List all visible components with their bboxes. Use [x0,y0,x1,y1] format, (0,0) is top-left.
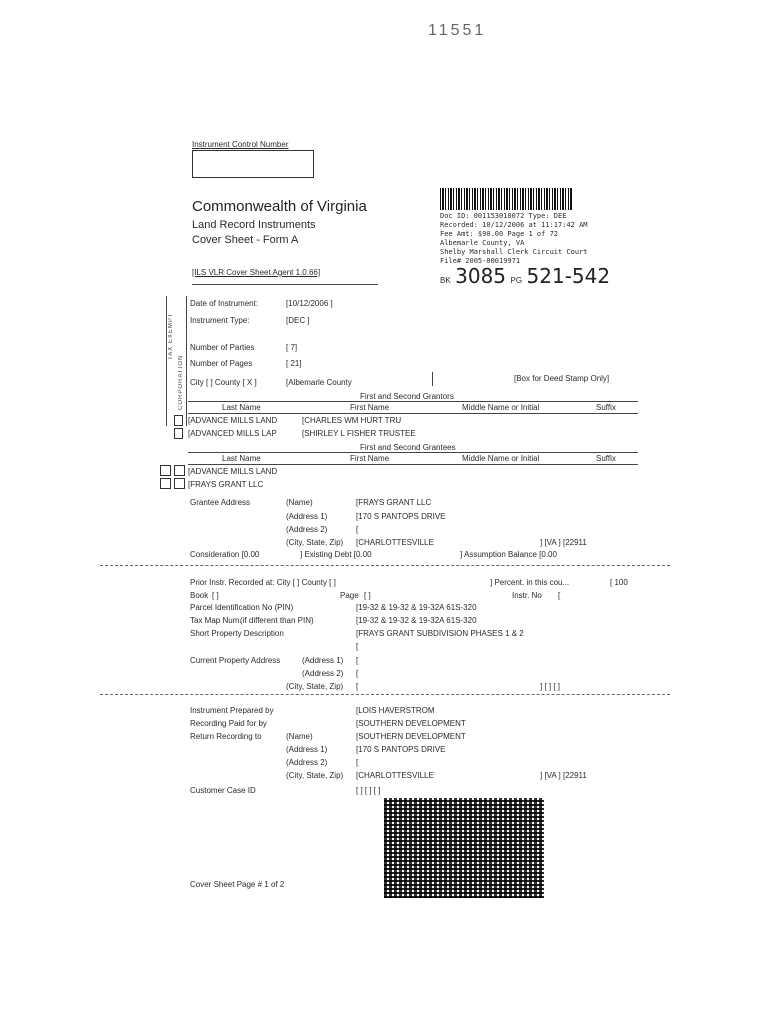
grantee-city-label: (City, State, Zip) [286,538,344,547]
vertical-label-corporation: CORPORATION [178,354,184,410]
recording-paid-label: Recording Paid for by [190,719,267,728]
book-value: [ ] [212,591,219,600]
grantor-1-last: [ADVANCE MILLS LAND [188,416,278,425]
instrument-type-label: Instrument Type: [190,316,250,325]
grantee-addr2-value: [ [356,525,359,534]
return-addr1-value: [170 S PANTOPS DRIVE [356,745,446,754]
vertical-label-tax-exempt: TAX EXEMPT [168,312,174,360]
prior-recorded-label: Prior Instr. Recorded at: City [ ] County [ ] [190,578,336,587]
grantee-col-suffix: Suffix [596,454,616,463]
form-subtitle-2: Cover Sheet - Form A [192,234,299,246]
page-value: [ ] [364,591,371,600]
grantee-city-value: [CHARLOTTESVILLE [356,538,434,547]
grantee-col-middle: Middle Name or Initial [462,454,540,463]
return-addr2-value: [ [356,758,359,767]
current-city-value: [ [356,682,359,691]
consideration-label: Consideration [0.00 [190,550,260,559]
current-city-label: (City, State, Zip) [286,682,344,691]
recording-stamp-line-3: Fee Amt: $90.00 Page 1 of 72 [440,230,559,238]
grantee-addr2-label: (Address 2) [286,525,328,534]
current-addr2-label: (Address 2) [302,669,344,678]
instrument-control-number-box [192,150,314,178]
number-of-pages-value: [ 21] [286,359,302,368]
grantees-title: First and Second Grantees [360,443,456,452]
recording-paid-value: [SOUTHERN DEVELOPMENT [356,719,466,728]
return-to-label: Return Recording to [190,732,262,741]
grantee-state-zip: ] [VA ] [22911 [540,538,587,547]
grantee-2-last: [FRAYS GRANT LLC [188,480,264,489]
page-label: Page [340,591,359,600]
book-number: 3085 [455,264,507,288]
assumption-balance-label: ] Assumption Balance [0.00 [460,550,557,559]
grantee-addr1-value: [170 S PANTOPS DRIVE [356,512,446,521]
recording-stamp-line-4: Albemarle County, VA [440,239,525,247]
grantee-name-value: [FRAYS GRANT LLC [356,498,432,507]
current-address-label: Current Property Address [190,656,281,665]
instr-no-label: Instr. No [512,591,542,600]
percent-label: ] Percent. in this cou... [490,578,570,587]
tax-map-sub: (if different than PIN) [240,616,314,625]
parcel-id-value: [19-32 & 19-32 & 19-32A 61S-320 [356,603,477,612]
form-title: Commonwealth of Virginia [192,198,367,215]
prepared-by-label: Instrument Prepared by [190,706,274,715]
recording-stamp-line-1: Doc ID: 001153010072 Type: DEE [440,212,567,220]
return-city-value: [CHARLOTTESVILLE [356,771,434,780]
recording-stamp-line-6: File# 2005-00019971 [440,257,521,265]
customer-case-label: Customer Case ID [190,786,256,795]
instr-no-value: [ [558,591,561,600]
current-addr2-value: [ [356,669,359,678]
recording-barcode [440,188,572,210]
return-state-zip: ] [VA ] [22911 [540,771,587,780]
number-of-parties-value: [ 7] [286,343,298,352]
date-of-instrument-value: [10/12/2006 ] [286,299,333,308]
top-stamp: 11551 [428,22,487,39]
tax-map-value: [19-32 & 19-32 & 19-32A 61S-320 [356,616,477,625]
property-description-value: [FRAYS GRANT SUBDIVISION PHASES 1 & 2 [356,629,524,638]
grantee-col-last: Last Name [222,454,261,463]
book-prefix: BK [440,276,451,285]
return-name-label: (Name) [286,732,313,741]
recording-stamp-line-2: Recorded: 10/12/2006 at 11:17:42 AM [440,221,588,229]
percent-value: [ 100 [610,578,628,587]
grantee-col-first: First Name [350,454,390,463]
return-addr2-label: (Address 2) [286,758,328,767]
page-prefix: PG [510,276,523,285]
existing-debt-label: ] Existing Debt [0.00 [300,550,372,559]
footer-page-label: Cover Sheet Page # 1 of 2 [190,880,285,889]
prepared-by-value: [LOIS HAVERSTROM [356,706,435,715]
tax-map-label: Tax Map Num. [190,616,242,625]
number-of-pages-label: Number of Pages [190,359,253,368]
grantee-address-label: Grantee Address [190,498,251,507]
county-value: [Albemarle County [286,378,352,387]
grantor-col-last: Last Name [222,403,261,412]
city-county-label: City [ ] County [ X ] [190,378,257,387]
grantee-addr1-label: (Address 1) [286,512,328,521]
grantor-2-last: [ADVANCED MILLS LAP [188,429,277,438]
grantors-title: First and Second Grantors [360,392,454,401]
instrument-type-value: [DEC ] [286,316,310,325]
current-end: ] [ ] [ ] [540,682,561,691]
grantor-col-suffix: Suffix [596,403,616,412]
book-label: Book [190,591,209,600]
grantor-1-first: [CHARLES WM HURT TRU [302,416,402,425]
property-description-value-2: [ [356,642,359,651]
current-addr1-label: (Address 1) [302,656,344,665]
return-addr1-label: (Address 1) [286,745,328,754]
pdf417-barcode [384,798,544,898]
grantor-2-first: [SHIRLEY L FISHER TRUSTEE [302,429,416,438]
form-subtitle-1: Land Record Instruments [192,219,316,231]
deed-stamp-label: [Box for Deed Stamp Only] [514,374,610,383]
form-version: [ILS VLR Cover Sheet Agent 1.0.66] [192,268,321,277]
property-description-label: Short Property Description [190,629,284,638]
grantor-col-first: First Name [350,403,390,412]
page-range: 521-542 [526,264,611,288]
instrument-control-number-label: Instrument Control Number [192,140,289,149]
parcel-id-label: Parcel Identification No (PIN) [190,603,294,612]
grantee-1-last: [ADVANCE MILLS LAND [188,467,278,476]
number-of-parties-label: Number of Parties [190,343,255,352]
date-of-instrument-label: Date of Instrument: [190,299,259,308]
current-addr1-value: [ [356,656,359,665]
grantee-name-label: (Name) [286,498,313,507]
customer-case-value: [ ] [ ] [ ] [356,786,381,795]
return-city-label: (City, State, Zip) [286,771,344,780]
return-name-value: [SOUTHERN DEVELOPMENT [356,732,466,741]
grantor-col-middle: Middle Name or Initial [462,403,540,412]
recording-stamp-line-5: Shelby Marshall Clerk Circuit Court [440,248,588,256]
